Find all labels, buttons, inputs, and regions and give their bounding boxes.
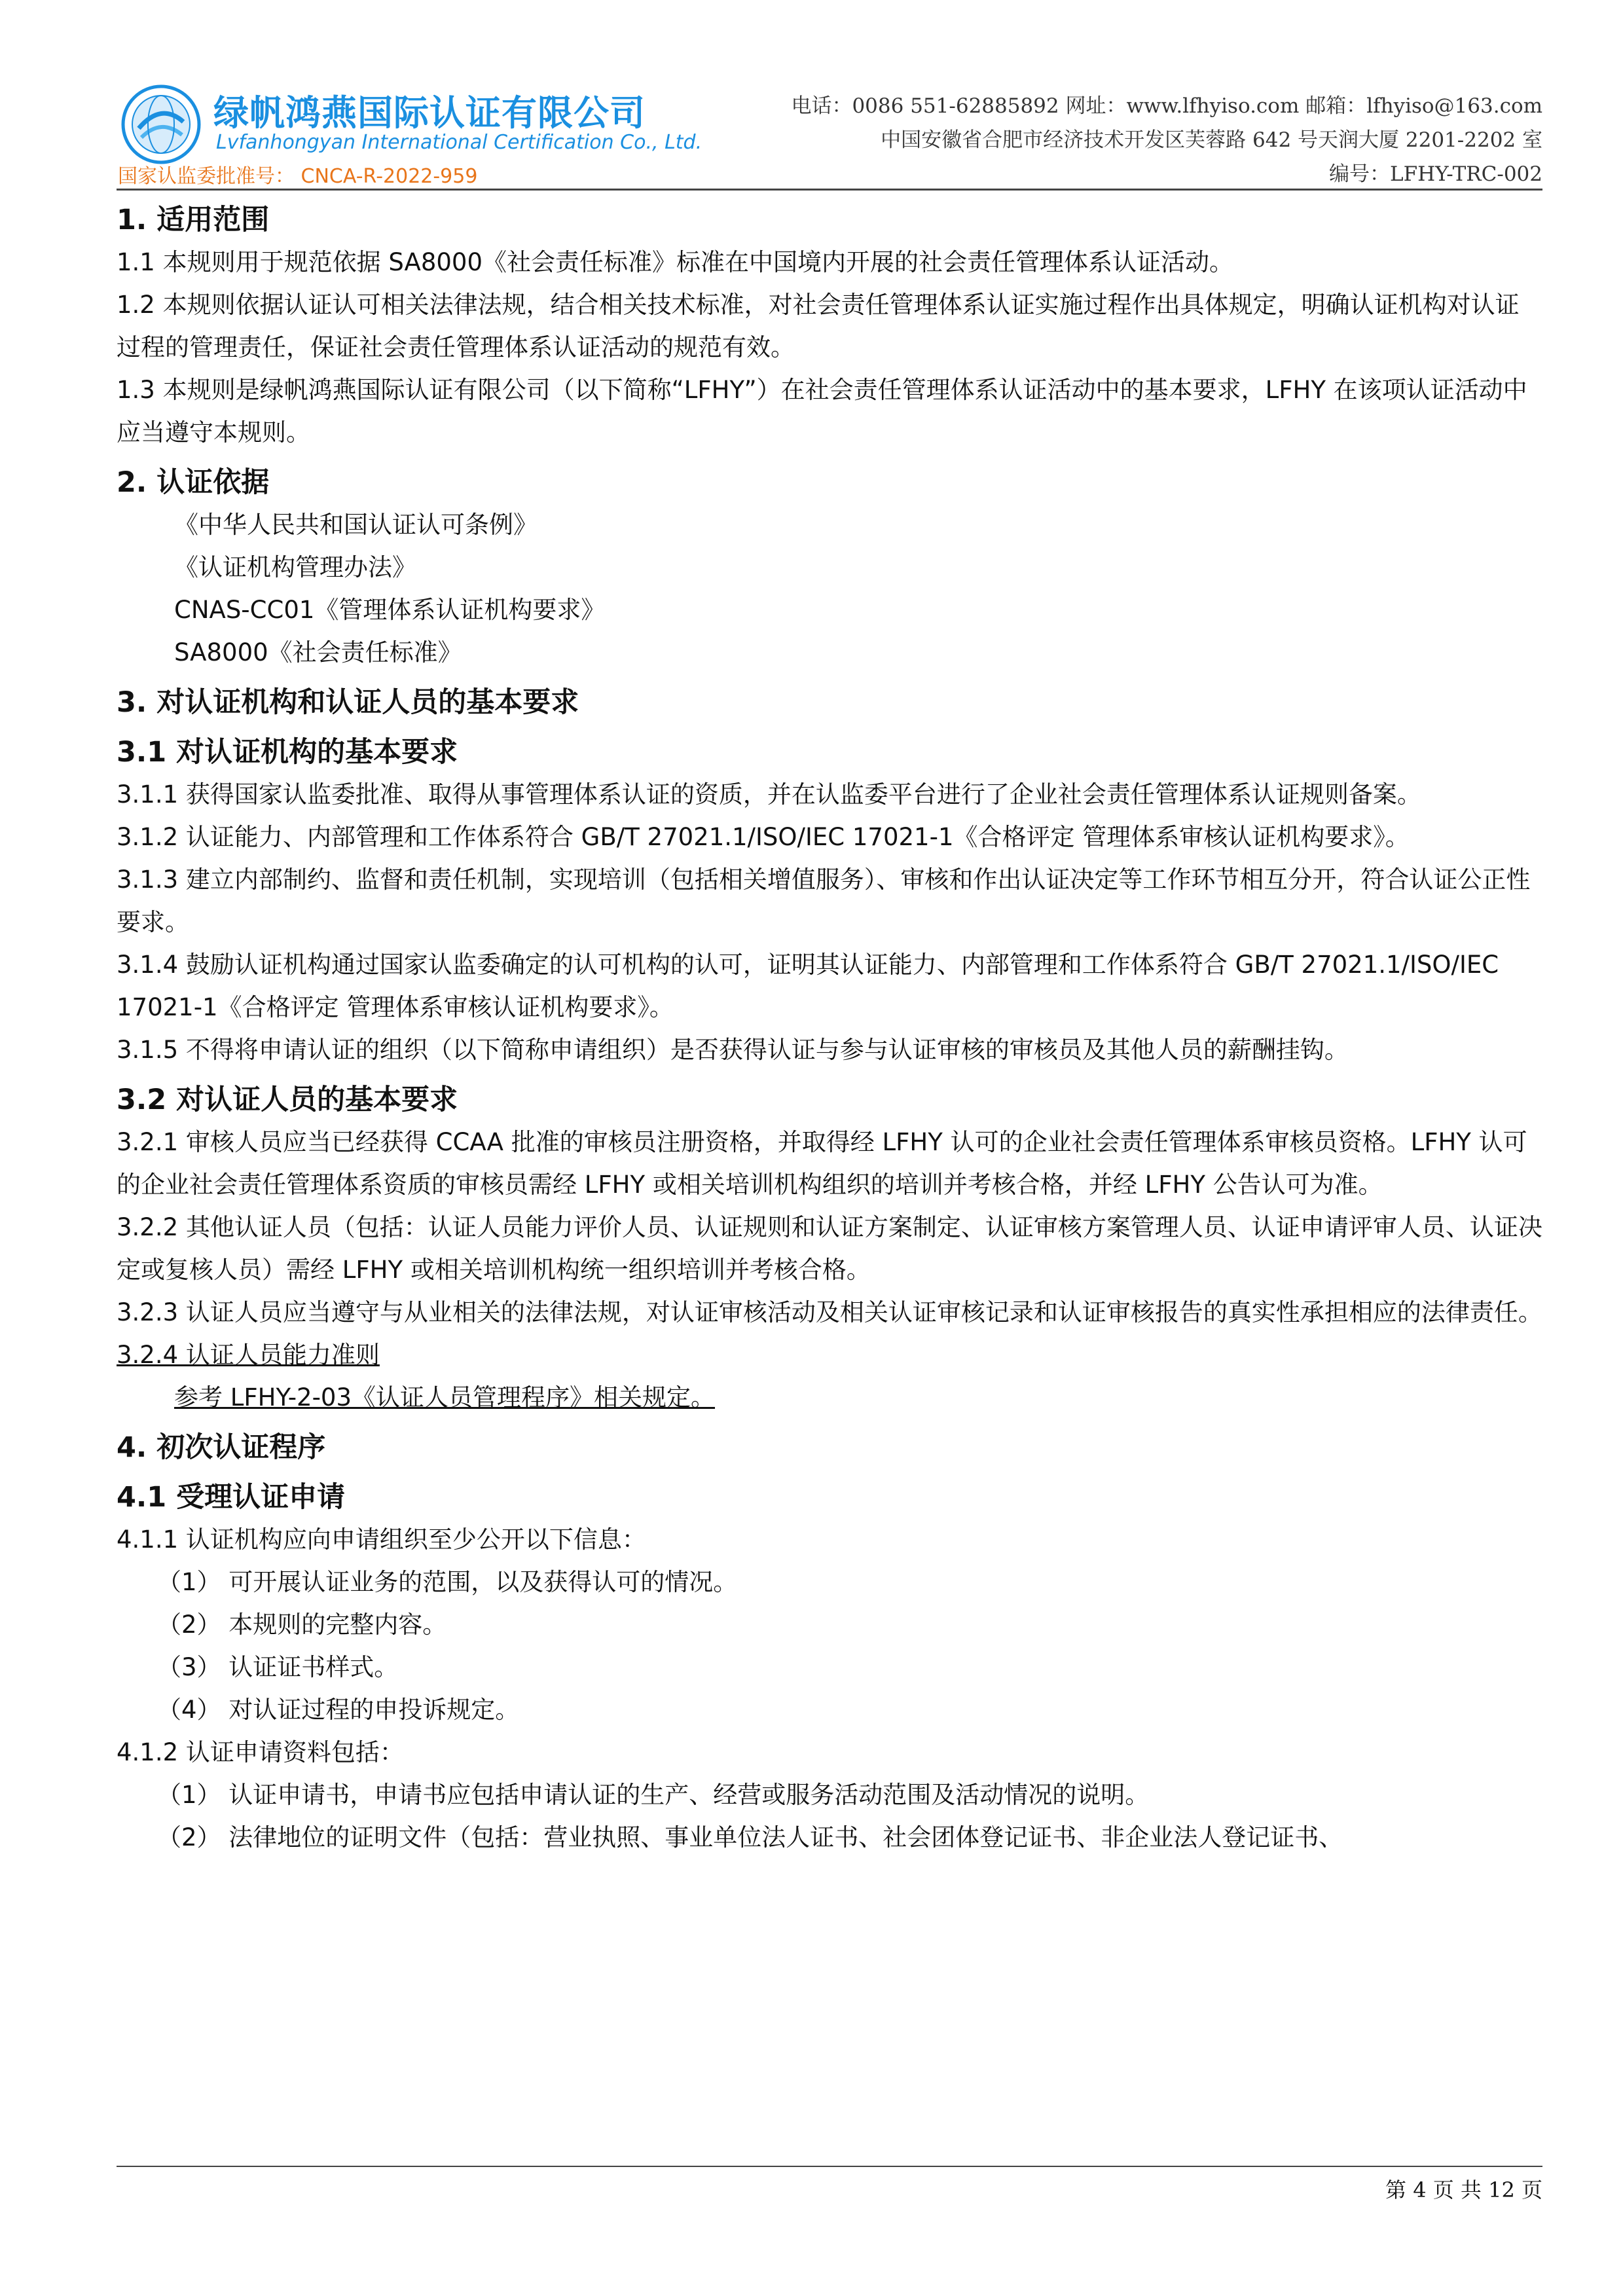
clause-3-1-2: 3.1.2 认证能力、内部管理和工作体系符合 GB/T 27021.1/ISO/IEC 17021-1《合格评定 管理体系审核认证机构要求》。	[117, 823, 1410, 851]
section-4-1-title: 4.1 受理认证申请	[117, 1481, 346, 1514]
clause-1-3: 1.3 本规则是绿帆鸿燕国际认证有限公司（以下简称“LFHY”）在社会责任管理体系认证活动中的基本要求，LFHY 在该项认证活动中应当遵守本规则。	[117, 376, 1527, 446]
reference-item: SA8000《社会责任标准》	[174, 638, 462, 666]
clause-1-1: 1.1 本规则用于规范依据 SA8000《社会责任标准》标准在中国境内开展的社会责任管理体系认证活动。	[117, 248, 1234, 276]
section-3-2-title: 3.2 对认证人员的基本要求	[117, 1084, 458, 1116]
clause-3-1-1: 3.1.1 获得国家认监委批准、取得从事管理体系认证的资质，并在认监委平台进行了企业社会责任管理体系认证规则备案。	[117, 780, 1421, 809]
clause-3-2-1: 3.2.1 审核人员应当已经获得 CCAA 批准的审核员注册资格，并取得经 LFHY 认可的企业社会责任管理体系审核员资格。LFHY 认可的企业社会责任管理体系资质的审核员需经 LFHY 或相关培训机构组织的培训并考核合格，并经 LFHY 公告认可为准。	[117, 1128, 1527, 1199]
company-logo	[117, 77, 702, 188]
clause-3-1-4: 3.1.4 鼓励认证机构通过国家认监委确定的认可机构的认可，证明其认证能力、内部管理和工作体系符合 GB/T 27021.1/ISO/IEC 17021-1《合格评定 管理体系审核认证机构要求》。	[117, 951, 1499, 1021]
section-1-title: 1. 适用范围	[117, 204, 270, 236]
footer-divider	[117, 2166, 1542, 2167]
clause-4-1-2: 4.1.2 认证申请资料包括：	[117, 1738, 404, 1766]
clause-4-1-1: 4.1.1 认证机构应向申请组织至少公开以下信息：	[117, 1525, 646, 1554]
section-2-title: 2. 认证依据	[117, 466, 270, 499]
list-item: （1） 认证申请书，申请书应包括申请认证的生产、经营或服务活动范围及活动情况的说明。	[157, 1781, 1150, 1809]
list-item: （3） 认证证书样式。	[157, 1653, 399, 1681]
section-3-1-title: 3.1 对认证机构的基本要求	[117, 736, 458, 769]
clause-3-2-4: 3.2.4 认证人员能力准则	[117, 1341, 380, 1369]
list-item: （4） 对认证过程的申投诉规定。	[157, 1696, 520, 1724]
header-divider	[117, 189, 1542, 191]
list-item: （2） 法律地位的证明文件（包括：营业执照、事业单位法人证书、社会团体登记证书、非企业法人登记证书、	[157, 1823, 1343, 1851]
section-3-title: 3. 对认证机构和认证人员的基本要求	[117, 686, 579, 719]
contact-block	[791, 89, 1542, 191]
clause-3-2-3: 3.2.3 认证人员应当遵守与从业相关的法律法规，对认证审核活动及相关认证审核记录和认证审核报告的真实性承担相应的法律责任。	[117, 1298, 1542, 1326]
list-item: （1） 可开展认证业务的范围，以及获得认可的情况。	[157, 1568, 738, 1596]
document-body	[117, 191, 1542, 1859]
clause-3-1-3: 3.1.3 建立内部制约、监督和责任机制，实现培训（包括相关增值服务）、审核和作出认证决定等工作环节相互分开，符合认证公正性要求。	[117, 866, 1531, 936]
reference-item: CNAS-CC01《管理体系认证机构要求》	[174, 596, 606, 624]
page-number: 第 4 页 共 12 页	[1385, 2178, 1542, 2202]
page-header	[117, 77, 1542, 187]
company-name-cn: 绿帆鸿燕国际认证有限公司	[213, 92, 646, 134]
clause-3-2-4-reference-text: 参考 LFHY-2-03《认证人员管理程序》相关规定。	[174, 1383, 716, 1412]
list-item: （2） 本规则的完整内容。	[157, 1611, 447, 1639]
contact-line-1: 电话：0086 551-62885892 网址：www.lfhyiso.com 邮箱：lfhyiso@163.com	[791, 94, 1542, 118]
reference-item: 《中华人民共和国认证认可条例》	[174, 511, 538, 539]
clause-1-2: 1.2 本规则依据认证认可相关法律法规，结合相关技术标准，对社会责任管理体系认证实施过程作出具体规定，明确认证机构对认证过程的管理责任，保证社会责任管理体系认证活动的规范有效。	[117, 291, 1520, 361]
document-number: 编号：LFHY-TRC-002	[1329, 162, 1542, 186]
globe-logo-icon	[119, 82, 203, 166]
reference-item: 《认证机构管理办法》	[174, 553, 416, 581]
contact-address: 中国安徽省合肥市经济技术开发区芙蓉路 642 号天润大厦 2201-2202 室	[881, 128, 1542, 152]
section-4-title: 4. 初次认证程序	[117, 1431, 326, 1464]
company-name-en: Lvfanhongyan International Certification Co., Ltd.	[216, 131, 702, 154]
clause-3-1-5: 3.1.5 不得将申请认证的组织（以下简称申请组织）是否获得认证与参与认证审核的审核员及其他人员的薪酬挂钩。	[117, 1036, 1349, 1064]
approval-number: 国家认监委批准号： CNCA-R-2022-959	[118, 165, 478, 188]
clause-3-2-4-reference	[117, 1376, 1542, 1419]
clause-3-2-2: 3.2.2 其他认证人员（包括：认证人员能力评价人员、认证规则和认证方案制定、认证审核方案管理人员、认证申请评审人员、认证决定或复核人员）需经 LFHY 或相关培训机构统一组织培训并考核合格。	[117, 1213, 1542, 1284]
